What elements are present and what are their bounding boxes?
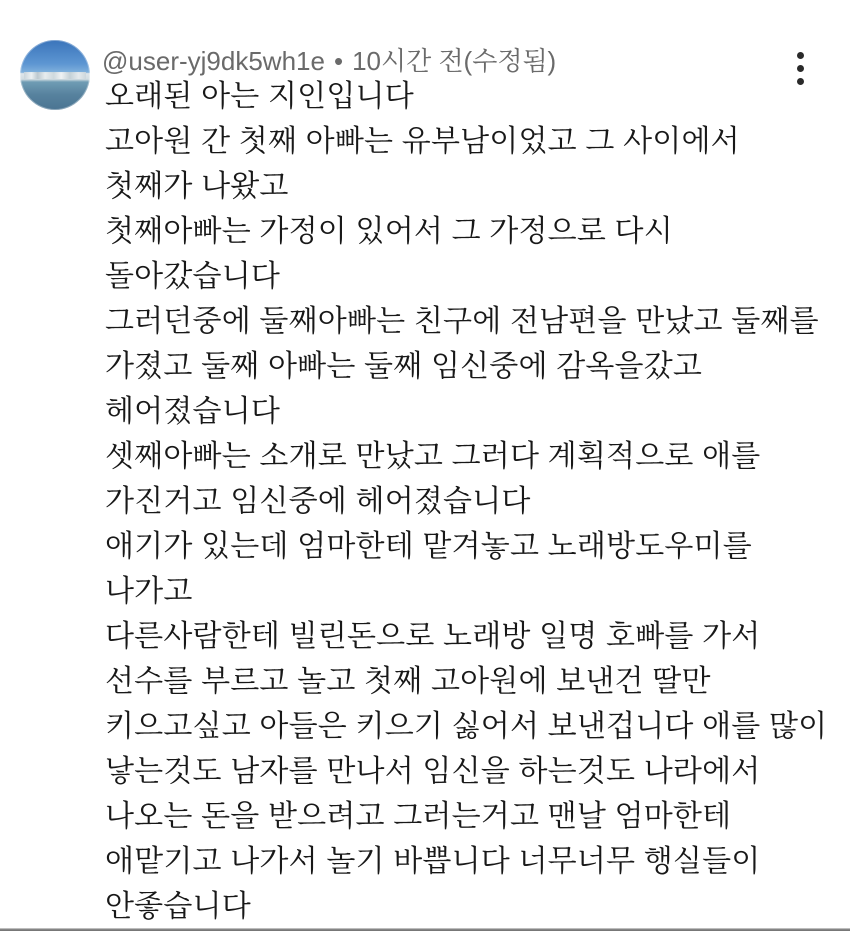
avatar-photo-skyline <box>24 72 86 79</box>
comment-line: 애맡기고 나가서 놀기 바쁩니다 너무너무 행실들이 <box>105 845 761 878</box>
comment-line: 오래된 아는 지인입니다 <box>105 80 414 113</box>
comment-line: 나오는 돈을 받으려고 그러는거고 맨날 엄마한테 <box>105 800 732 833</box>
comment-text <box>105 74 837 929</box>
comment-line: 헤어졌습니다 <box>105 395 281 428</box>
comment-line: 나가고 <box>105 575 193 608</box>
avatar[interactable] <box>20 40 90 110</box>
comment-header <box>102 44 556 78</box>
timestamp[interactable]: 10시간 전(수정됨) <box>352 46 557 76</box>
comment-line: 선수를 부르고 놀고 첫째 고아원에 보낸건 딸만 <box>105 665 711 698</box>
comment-line: 가진거고 임신중에 헤어졌습니다 <box>105 485 531 518</box>
comment-line: 돌아갔습니다 <box>105 260 281 293</box>
comment-line: 첫째가 나왔고 <box>105 170 289 203</box>
author-handle[interactable]: @user-yj9dk5wh1e <box>102 46 325 76</box>
comment-line: 첫째아빠는 가정이 있어서 그 가정으로 다시 <box>105 215 673 248</box>
comment-line: 낳는것도 남자를 만나서 임신을 하는것도 나라에서 <box>105 755 761 788</box>
comment-line: 그러던중에 둘째아빠는 친구에 전남편을 만났고 둘째를 <box>105 305 819 338</box>
comment-line: 가졌고 둘째 아빠는 둘째 임신중에 감옥을갔고 <box>105 350 703 383</box>
comment-line: 셋째아빠는 소개로 만났고 그러다 계획적으로 애를 <box>105 440 761 473</box>
comment-line: 다른사람한테 빌린돈으로 노래방 일명 호빠를 가서 <box>105 620 761 653</box>
separator-dot: • <box>333 46 344 76</box>
comment-line: 애기가 있는데 엄마한테 맡겨놓고 노래방도우미를 <box>105 530 752 563</box>
comment-line: 키으고싶고 아들은 키으기 싫어서 보낸겁니다 애를 많이 <box>105 710 828 743</box>
comment-line: 고아원 간 첫째 아빠는 유부남이었고 그 사이에서 <box>105 125 740 158</box>
comment-line: 안좋습니다 <box>105 890 251 923</box>
